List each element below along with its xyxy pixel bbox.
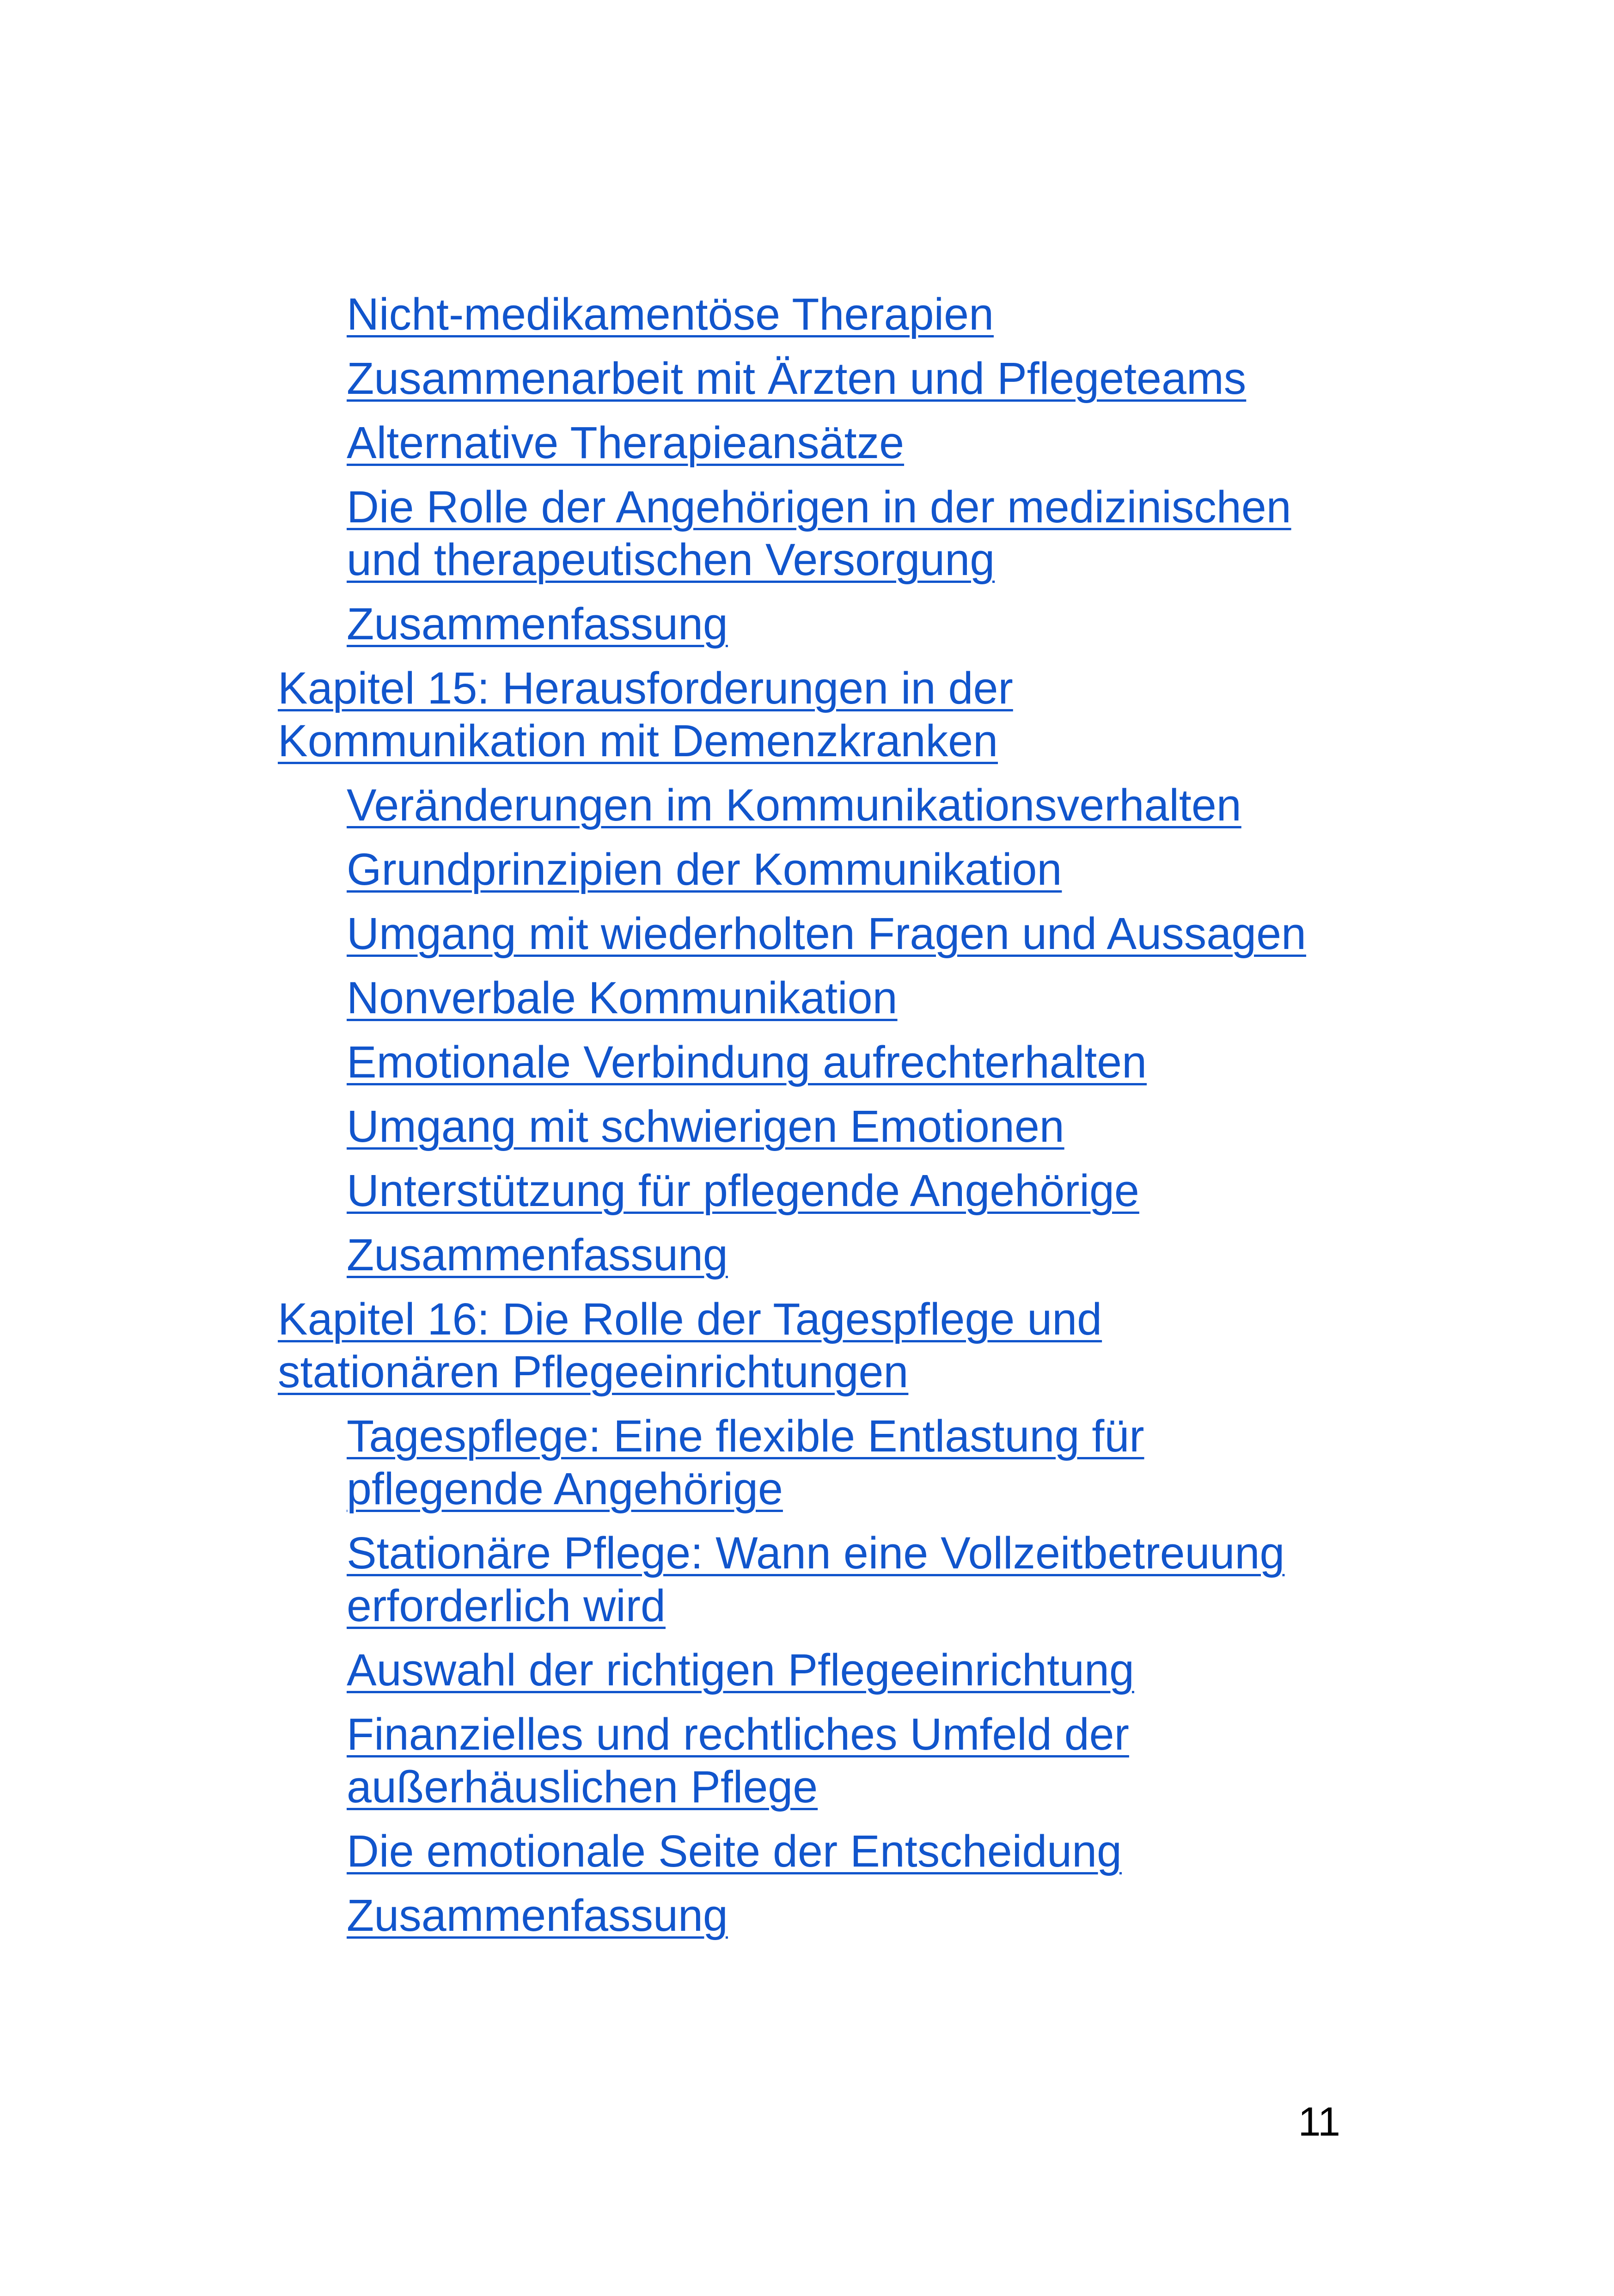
toc-section-link[interactable]: Tagespflege: Eine flexible Entlastung für <box>347 1411 1144 1461</box>
toc-section-link[interactable]: Stationäre Pflege: Wann eine Vollzeitbetreuung <box>347 1528 1285 1578</box>
toc-chapter-link[interactable]: Kommunikation mit Demenzkranken <box>278 716 998 766</box>
toc-section-link[interactable]: erforderlich wird <box>347 1580 666 1631</box>
toc-section-link[interactable]: Nicht-medikamentöse Therapien <box>347 289 994 339</box>
toc-section-link[interactable]: Unterstützung für pflegende Angehörige <box>347 1165 1139 1216</box>
toc-chapter-link[interactable]: stationären Pflegeeinrichtungen <box>278 1347 909 1397</box>
toc-section-link[interactable]: Finanzielles und rechtliches Umfeld der <box>347 1709 1129 1759</box>
toc-section-link[interactable]: Auswahl der richtigen Pflegeeinrichtung <box>347 1645 1134 1695</box>
toc-section-link[interactable]: Nonverbale Kommunikation <box>347 973 898 1023</box>
toc-section-link[interactable]: Umgang mit schwierigen Emotionen <box>347 1101 1064 1151</box>
toc-section-link[interactable]: Die emotionale Seite der Entscheidung <box>347 1826 1122 1876</box>
toc-section-link[interactable]: pflegende Angehörige <box>347 1463 783 1514</box>
toc-section-link[interactable]: Zusammenarbeit mit Ärzten und Pflegeteams <box>347 353 1247 404</box>
toc-chapter-link[interactable]: Kapitel 15: Herausforderungen in der <box>278 663 1013 713</box>
toc-section-link[interactable]: Emotionale Verbindung aufrechterhalten <box>347 1037 1147 1087</box>
toc-section-link[interactable]: Grundprinzipien der Kommunikation <box>347 844 1062 894</box>
toc-chapter-link[interactable]: Kapitel 16: Die Rolle der Tagespflege und <box>278 1294 1102 1344</box>
toc-section-link[interactable]: Zusammenfassung <box>347 599 728 649</box>
toc-section-link[interactable]: Umgang mit wiederholten Fragen und Aussagen <box>347 908 1306 959</box>
toc-section-link[interactable]: Die Rolle der Angehörigen in der medizinischen <box>347 482 1291 532</box>
toc-section-link[interactable]: Veränderungen im Kommunikationsverhalten <box>347 780 1241 830</box>
toc-section-link[interactable]: Zusammenfassung <box>347 1890 728 1941</box>
toc-section-link[interactable]: Alternative Therapieansätze <box>347 417 905 468</box>
toc-section-link[interactable]: Zusammenfassung <box>347 1230 728 1280</box>
toc-section-link[interactable]: und therapeutischen Versorgung <box>347 534 995 585</box>
toc-section-link[interactable]: außerhäuslichen Pflege <box>347 1762 818 1812</box>
page-number: 11 <box>1298 2099 1340 2144</box>
